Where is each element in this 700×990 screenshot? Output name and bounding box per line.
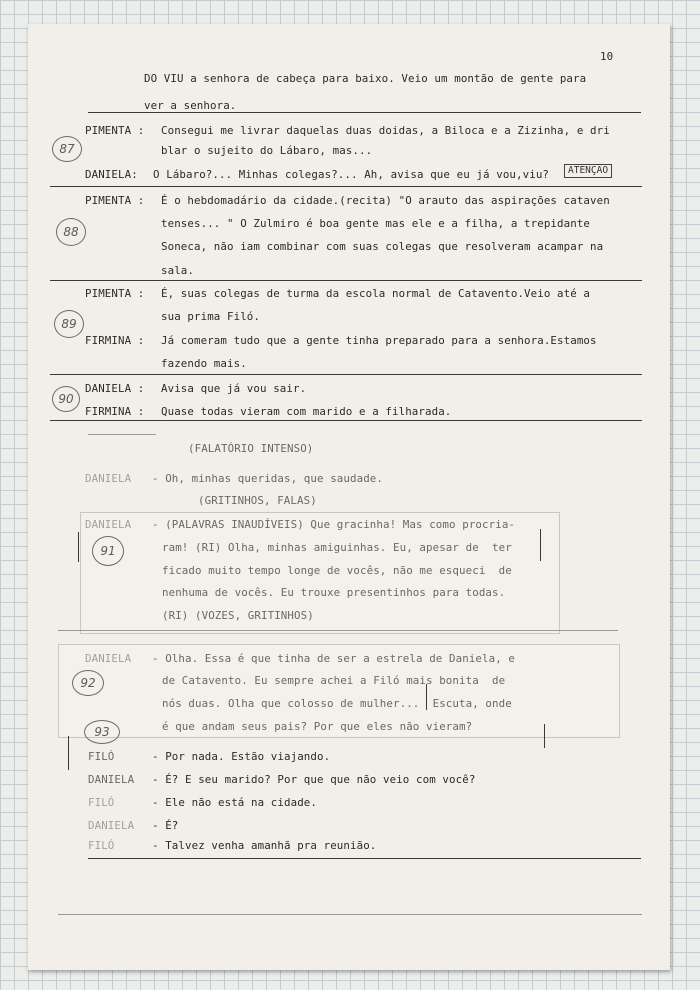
dialogue-line: Avisa que já vou sair. — [161, 382, 307, 395]
dialogue-line: Quase todas vieram com marido e a filharada. — [161, 405, 452, 418]
annotation-circle: 87 — [52, 136, 82, 162]
annotation-circle: 89 — [54, 310, 84, 338]
speaker-label: DANIELA — [85, 472, 132, 485]
dialogue-line: - (PALAVRAS INAUDÍVEIS) Que gracinha! Mas como procria- — [152, 518, 516, 531]
speaker-label: PIMENTA : — [85, 124, 145, 137]
margin-bracket — [426, 684, 427, 710]
divider — [58, 630, 618, 631]
dialogue-line: (RI) (VOZES, GRITINHOS) — [162, 609, 314, 622]
dialogue-line: tenses... " O Zulmiro é boa gente mas ele e a filha, a trepidante — [161, 217, 591, 230]
dialogue-line: ram! (RI) Olha, minhas amiguinhas. Eu, apesar de ter — [162, 541, 512, 554]
dialogue-line: blar o sujeito do Lábaro, mas... — [161, 144, 373, 157]
dialogue-line: O Lábaro?... Minhas colegas?... Ah, avisa que eu já vou,viu? — [153, 168, 550, 181]
attention-stamp: ATENÇÃO — [564, 164, 612, 178]
speaker-label: DANIELA : — [85, 382, 145, 395]
dialogue-line: nós duas. Olha que colosso de mulher... Escuta, onde — [162, 697, 512, 710]
annotation-circle: 93 — [84, 720, 120, 744]
speaker-label: DANIELA — [88, 819, 135, 832]
speaker-label: FILÓ — [88, 839, 115, 852]
page-number: 10 — [600, 50, 614, 63]
speaker-label: PIMENTA : — [85, 194, 145, 207]
dialogue-line: - Olha. Essa é que tinha de ser a estrela de Daniela, e — [152, 652, 516, 665]
opening-line: DO VIU a senhora de cabeça para baixo. Veio um montão de gente para — [144, 72, 587, 85]
dialogue-line: - É? — [152, 819, 179, 832]
dialogue-line: sua prima Filó. — [161, 310, 261, 323]
speaker-label: DANIELA: — [85, 168, 138, 181]
annotation-circle: 92 — [72, 670, 104, 696]
dialogue-line: É, suas colegas de turma da escola normal de Catavento.Veio até a — [161, 287, 591, 300]
dialogue-line: é que andam seus pais? Por que eles não vieram? — [162, 720, 473, 733]
dialogue-line: fazendo mais. — [161, 357, 247, 370]
margin-bracket — [544, 724, 545, 748]
divider — [50, 186, 642, 187]
speaker-label: DANIELA — [85, 652, 132, 665]
stage-direction: (FALATÓRIO INTENSO) — [188, 442, 314, 455]
annotation-circle: 90 — [52, 386, 80, 412]
speaker-label: FIRMINA : — [85, 334, 145, 347]
speaker-label: FILÓ — [88, 750, 115, 763]
dialogue-line: - Oh, minhas queridas, que saudade. — [152, 472, 384, 485]
dialogue-line: de Catavento. Eu sempre achei a Filó mais bonita de — [162, 674, 506, 687]
dialogue-line: sala. — [161, 264, 195, 277]
speaker-label: FILÓ — [88, 796, 115, 809]
margin-bracket — [78, 532, 79, 562]
dialogue-line: Já comeram tudo que a gente tinha preparado para a senhora.Estamos — [161, 334, 597, 347]
annotation-circle: 88 — [56, 218, 86, 246]
dialogue-line: ficado muito tempo longe de vocês, não me esqueci de — [162, 564, 512, 577]
dialogue-line: - Por nada. Estão viajando. — [152, 750, 331, 763]
speaker-label: FIRMINA : — [85, 405, 145, 418]
typescript-page — [28, 24, 670, 970]
dialogue-line: - Talvez venha amanhã pra reunião. — [152, 839, 377, 852]
divider — [50, 420, 642, 421]
divider — [88, 858, 641, 859]
speaker-label: PIMENTA : — [85, 287, 145, 300]
divider — [88, 112, 641, 113]
divider — [50, 374, 642, 375]
stage-direction: (GRITINHOS, FALAS) — [198, 494, 317, 507]
speaker-label: DANIELA — [85, 518, 132, 531]
dialogue-line: - Ele não está na cidade. — [152, 796, 318, 809]
speaker-label: DANIELA — [88, 773, 135, 786]
margin-bracket — [540, 529, 541, 561]
dialogue-line: nenhuma de vocês. Eu trouxe presentinhos para todas. — [162, 586, 506, 599]
dialogue-line: É o hebdomadário da cidade.(recita) "O arauto das aspirações cataven — [161, 194, 610, 207]
dialogue-line: Consegui me livrar daquelas duas doidas, a Biloca e a Zizinha, e dri — [161, 124, 610, 137]
divider — [50, 280, 642, 281]
slip-edge — [58, 914, 642, 915]
opening-line: ver a senhora. — [144, 99, 237, 112]
annotation-circle: 91 — [92, 536, 124, 566]
dialogue-line: - É? E seu marido? Por que que não veio com você? — [152, 773, 476, 786]
dialogue-line: Soneca, não iam combinar com suas colegas que resolveram acampar na — [161, 240, 604, 253]
margin-bracket — [68, 736, 69, 770]
short-divider — [88, 434, 156, 435]
